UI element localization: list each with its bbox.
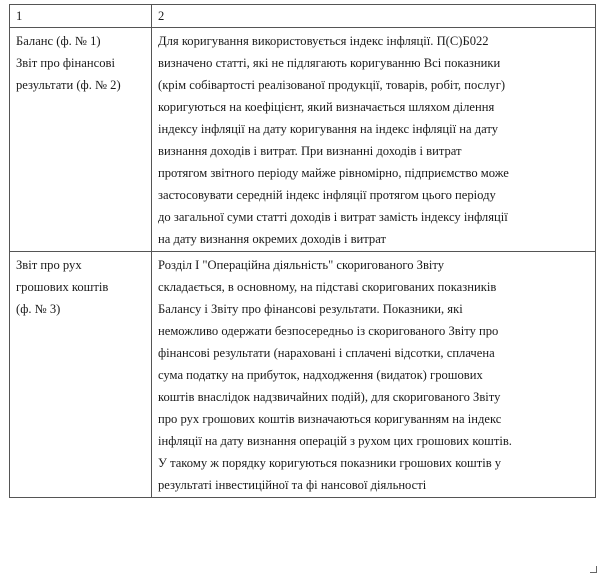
row-2-label-line: Звіт про рух — [16, 258, 82, 272]
row-1-text-line: протягом звітного періоду майже рівномірно, підприємство може — [158, 166, 509, 180]
row-2-text-line: складається, в основному, на підставі скоригованих показників — [158, 280, 497, 294]
row-2-text-line: про рух грошових коштів визначаються коригуванням на індекс — [158, 412, 502, 426]
header-cell-1: 1 — [10, 5, 152, 28]
row-2-text-line: неможливо одержати безпосередньо із скоригованого Звіту про — [158, 324, 499, 338]
row-2-text-line: результаті інвестиційної та фі нансової діяльності — [158, 478, 427, 492]
data-table — [9, 4, 596, 498]
row-1-text-cell — [152, 28, 596, 252]
page-corner-mark — [590, 566, 597, 573]
row-1-label-line: результати (ф. № 2) — [16, 78, 121, 92]
row-1-text-line: на дату визнання окремих доходів і витрат — [158, 232, 386, 246]
row-1-text-line: індексу інфляції на дату коригування на індекс інфляції на дату — [158, 122, 499, 136]
row-2-text-line: сума податку на прибуток, надходження (видаток) грошових — [158, 368, 483, 382]
row-2-text-line: фінансові результати (нараховані і сплачені відсотки, сплачена — [158, 346, 495, 360]
row-1-text-line: (крім собівартості реалізованої продукції, товарів, робіт, послуг) — [158, 78, 506, 92]
row-1-text-line: коригуються на коефіцієнт, який визначається шляхом ділення — [158, 100, 495, 114]
header-cell-2: 2 — [152, 5, 596, 28]
row-1-text-line: до загальної суми статті доходів і витрат замість індексу інфляції — [158, 210, 508, 224]
row-2-text-line: коштів внаслідок надзвичайних подій), для скоригованого Звіту — [158, 390, 501, 404]
row-1-text-line: застосовувати середній індекс інфляції протягом цього періоду — [158, 188, 496, 202]
row-2-label-cell — [10, 252, 152, 498]
row-1-label-line: Баланс (ф. № 1) — [16, 34, 101, 48]
row-2-text-cell — [152, 252, 596, 498]
table-header-row — [10, 5, 596, 28]
row-1-text-line: Для коригування використовується індекс інфляції. П(С)Б022 — [158, 34, 489, 48]
row-2-text-line: Розділ І "Операційна діяльність" скоригованого Звіту — [158, 258, 445, 272]
row-2-text-line: У такому ж порядку коригуються показники грошових коштів у — [158, 456, 502, 470]
row-1-label-line: Звіт про фінансові — [16, 56, 115, 70]
row-1-label-cell — [10, 28, 152, 252]
row-2-text-line: Балансу і Звіту про фінансові результати. Показники, які — [158, 302, 463, 316]
row-1-text-line: визнання доходів і витрат. При визнанні доходів і витрат — [158, 144, 462, 158]
row-2-label-line: грошових коштів — [16, 280, 109, 294]
table-row — [10, 252, 596, 498]
row-1-text-line: визначено статті, які не підлягають коригуванню Всі показники — [158, 56, 501, 70]
row-2-label-line: (ф. № 3) — [16, 302, 61, 316]
row-2-text-line: інфляції на дату визнання операцій з рухом цих грошових коштів. — [158, 434, 512, 448]
table-row — [10, 28, 596, 252]
